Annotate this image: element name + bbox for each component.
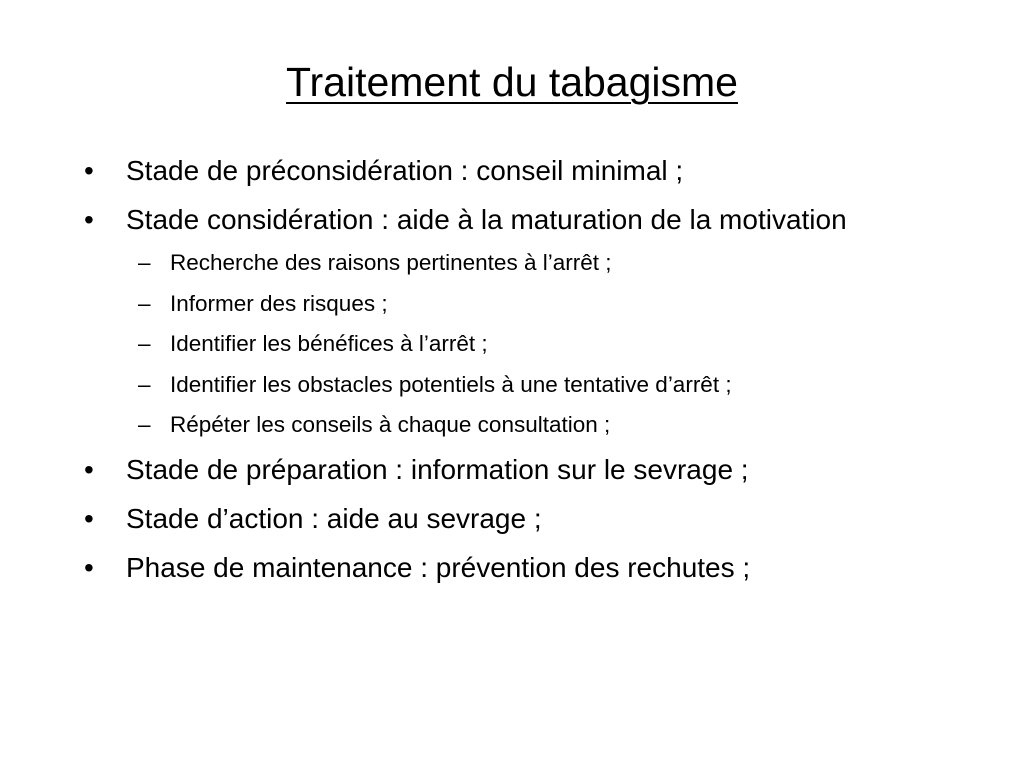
sub-bullet-text: Informer des risques ;	[170, 290, 388, 316]
bullet-item	[84, 498, 964, 540]
bullet-icon: •	[84, 204, 94, 235]
sub-bullet-text: Répéter les conseils à chaque consultation ;	[170, 412, 611, 437]
slide-title: Traitement du tabagisme	[286, 59, 738, 105]
sub-bullet-item	[84, 287, 964, 320]
sub-bullet-item	[84, 327, 964, 360]
bullet-icon: •	[84, 502, 94, 534]
dash-icon: –	[138, 331, 151, 356]
bullet-item	[84, 150, 964, 192]
dash-icon: –	[138, 371, 151, 397]
bullet-icon: •	[84, 551, 94, 583]
sub-bullet-text: Identifier les obstacles potentiels à une tentative d’arrêt ;	[170, 371, 732, 397]
bullet-item	[84, 547, 964, 589]
sub-bullet-item	[84, 368, 964, 401]
bullet-text: Stade considération : aide à la maturation de la motivation	[126, 204, 847, 235]
sub-bullet-list	[84, 246, 964, 441]
bullet-item	[84, 199, 964, 241]
sub-bullet-item	[84, 246, 964, 279]
dash-icon: –	[138, 412, 151, 437]
bullet-item	[84, 449, 964, 491]
dash-icon: –	[138, 290, 151, 316]
dash-icon: –	[138, 250, 151, 275]
bullet-text: Stade de préparation : information sur le sevrage ;	[126, 453, 749, 485]
bullet-text: Stade de préconsidération : conseil minimal ;	[126, 155, 684, 186]
bullet-icon: •	[84, 155, 94, 186]
bullet-text: Stade d’action : aide au sevrage ;	[126, 502, 542, 534]
sub-bullet-text: Recherche des raisons pertinentes à l’arrêt ;	[170, 250, 612, 275]
sub-bullet-text: Identifier les bénéfices à l’arrêt ;	[170, 331, 488, 356]
bullet-list	[84, 150, 964, 596]
sub-bullet-item	[84, 408, 964, 441]
bullet-text: Phase de maintenance : prévention des rechutes ;	[126, 551, 751, 583]
bullet-icon: •	[84, 453, 94, 485]
